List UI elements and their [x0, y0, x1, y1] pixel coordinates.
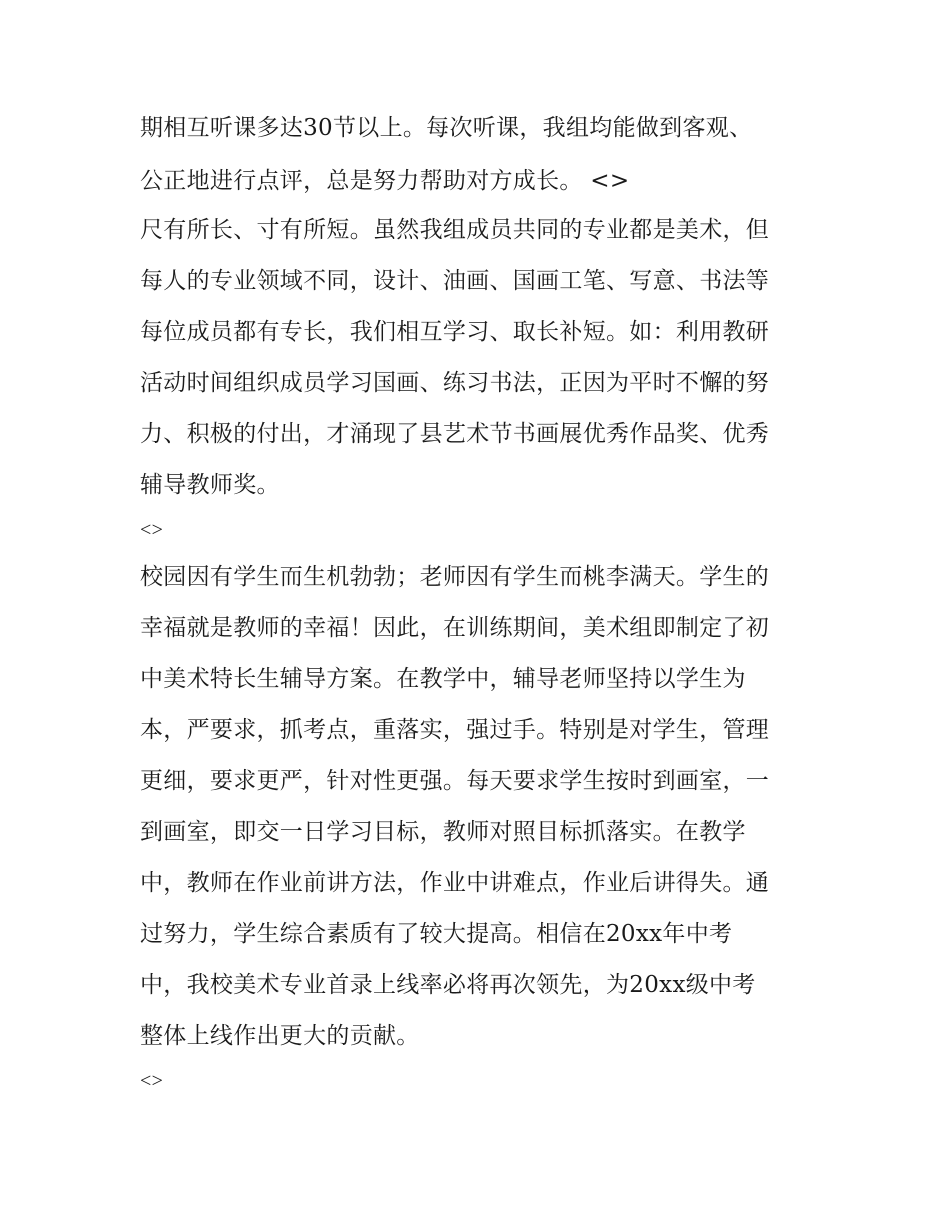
text-line: 尺有所长、寸有所短。虽然我组成员共同的专业都是美术，但	[140, 217, 770, 243]
text-line: 更细，要求更严，针对性更强。每天要求学生按时到画室，一	[140, 768, 770, 794]
text-line: 本，严要求，抓考点，重落实，强过手。特别是对学生，管理	[140, 717, 770, 743]
text-line: 辅导教师奖。	[140, 472, 280, 498]
text-line: 校园因有学生而生机勃勃；老师因有学生而桃李满天。学生的	[140, 564, 770, 590]
text-line: 公正地进行点评，总是努力帮助对方成长。 <>	[140, 168, 630, 194]
paragraph-marker: <>	[140, 1070, 164, 1092]
text-line: 中，我校美术专业首录上线率必将再次领先，为20xx级中考	[140, 972, 756, 998]
text-line: 每人的专业领域不同，设计、油画、国画工笔、写意、书法等	[140, 268, 770, 294]
text-line: 过努力，学生综合素质有了较大提高。相信在20xx年中考	[140, 921, 733, 947]
text-line: 到画室，即交一日学习目标，教师对照目标抓落实。在教学	[140, 819, 746, 845]
text-line: 力、积极的付出，才涌现了县艺术节书画展优秀作品奖、优秀	[140, 421, 770, 447]
text-line: 中美术特长生辅导方案。在教学中，辅导老师坚持以学生为	[140, 666, 746, 692]
text-line: 每位成员都有专长，我们相互学习、取长补短。如：利用教研	[140, 319, 770, 345]
text-line: 期相互听课多达30节以上。每次听课，我组均能做到客观、	[140, 115, 753, 141]
text-line: 活动时间组织成员学习国画、练习书法，正因为平时不懈的努	[140, 370, 770, 396]
text-line: 整体上线作出更大的贡献。	[140, 1023, 420, 1049]
paragraph-marker: <>	[140, 519, 164, 541]
text-line: 幸福就是教师的幸福！因此，在训练期间，美术组即制定了初	[140, 615, 770, 641]
text-line: 中，教师在作业前讲方法，作业中讲难点，作业后讲得失。通	[140, 870, 770, 896]
